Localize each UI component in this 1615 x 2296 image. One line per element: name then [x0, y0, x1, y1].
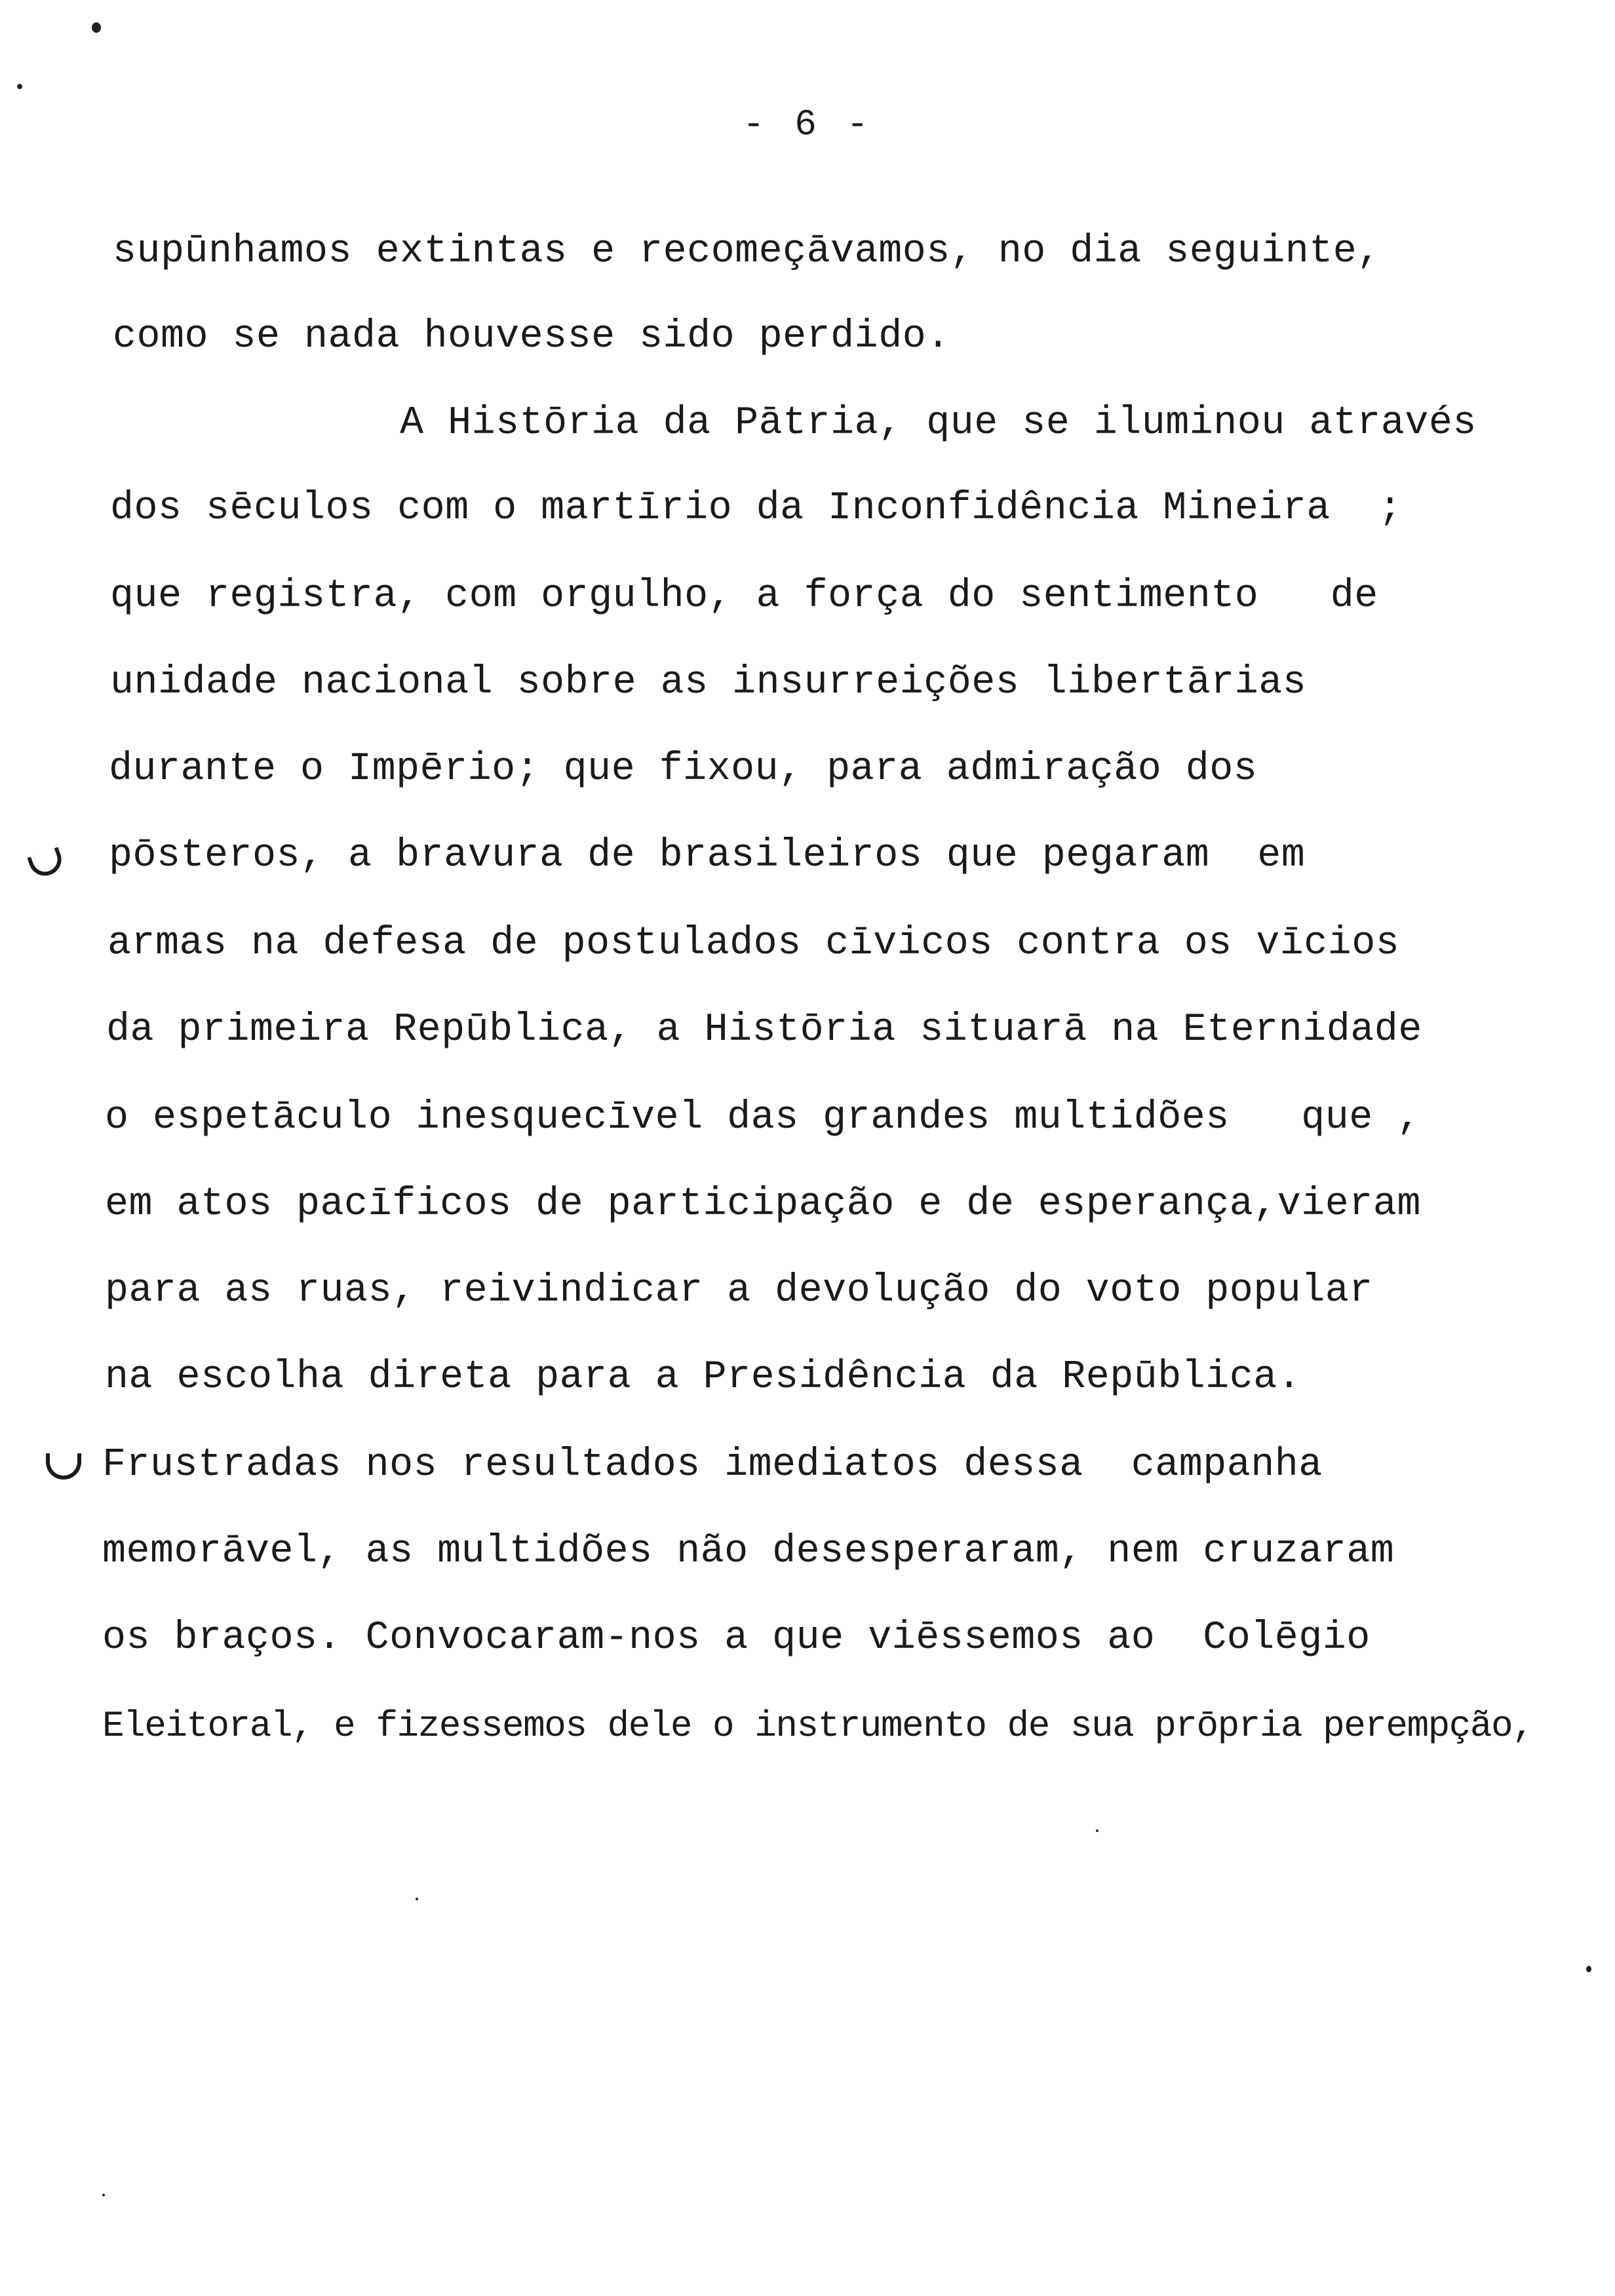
text-line: supūnhamos extintas e recomeçāvamos, no dia seguinte,	[113, 229, 1381, 274]
scan-dot	[17, 84, 22, 89]
text-line: que registra, com orgulho, a força do sentimento de	[110, 574, 1378, 619]
text-line: para as ruas, reivindicar a devolução do voto popular	[105, 1269, 1373, 1313]
scan-dot	[1096, 1829, 1099, 1832]
scan-dot	[416, 1898, 418, 1900]
margin-bracket	[27, 847, 66, 881]
text-line: pōsteros, a bravura de brasileiros que pegaram em	[109, 833, 1306, 878]
text-line: os braços. Convocaram-nos a que viēssemos ao Colēgio	[102, 1616, 1371, 1660]
scan-dot	[92, 22, 101, 33]
text-line: em atos pacīficos de participação e de esperança,vieram	[105, 1182, 1421, 1227]
text-line: na escolha direta para a Presidência da Repūblica.	[105, 1355, 1302, 1400]
scan-dot	[102, 2194, 105, 2196]
page-number: - 6 -	[742, 104, 873, 145]
text-line: A Histōria da Pātria, que se iluminou através	[113, 401, 1477, 446]
text-line: o espetāculo inesquecīvel das grandes multidões que ,	[105, 1096, 1421, 1140]
scan-dot	[1586, 1966, 1591, 1972]
text-line: Frustradas nos resultados imediatos dessa campanha	[102, 1443, 1323, 1487]
text-line: dos sēculos com o martīrio da Inconfidência Mineira ;	[110, 486, 1403, 531]
text-line: memorāvel, as multidões não desesperaram, nem cruzaram	[102, 1529, 1395, 1574]
text-line: da primeira Repūblica, a Histōria situarā na Eternidade	[106, 1008, 1422, 1052]
margin-bracket	[46, 1453, 81, 1480]
text-line: armas na defesa de postulados cīvicos contra os vīcios	[107, 921, 1400, 966]
text-line: Eleitoral, e fizessemos dele o instrumento de sua prōpria perempção,	[102, 1705, 1534, 1747]
text-line: unidade nacional sobre as insurreições libertārias	[110, 660, 1307, 705]
text-line: como se nada houvesse sido perdido.	[113, 315, 950, 359]
text-line: durante o Impērio; que fixou, para admiração dos	[109, 747, 1258, 792]
